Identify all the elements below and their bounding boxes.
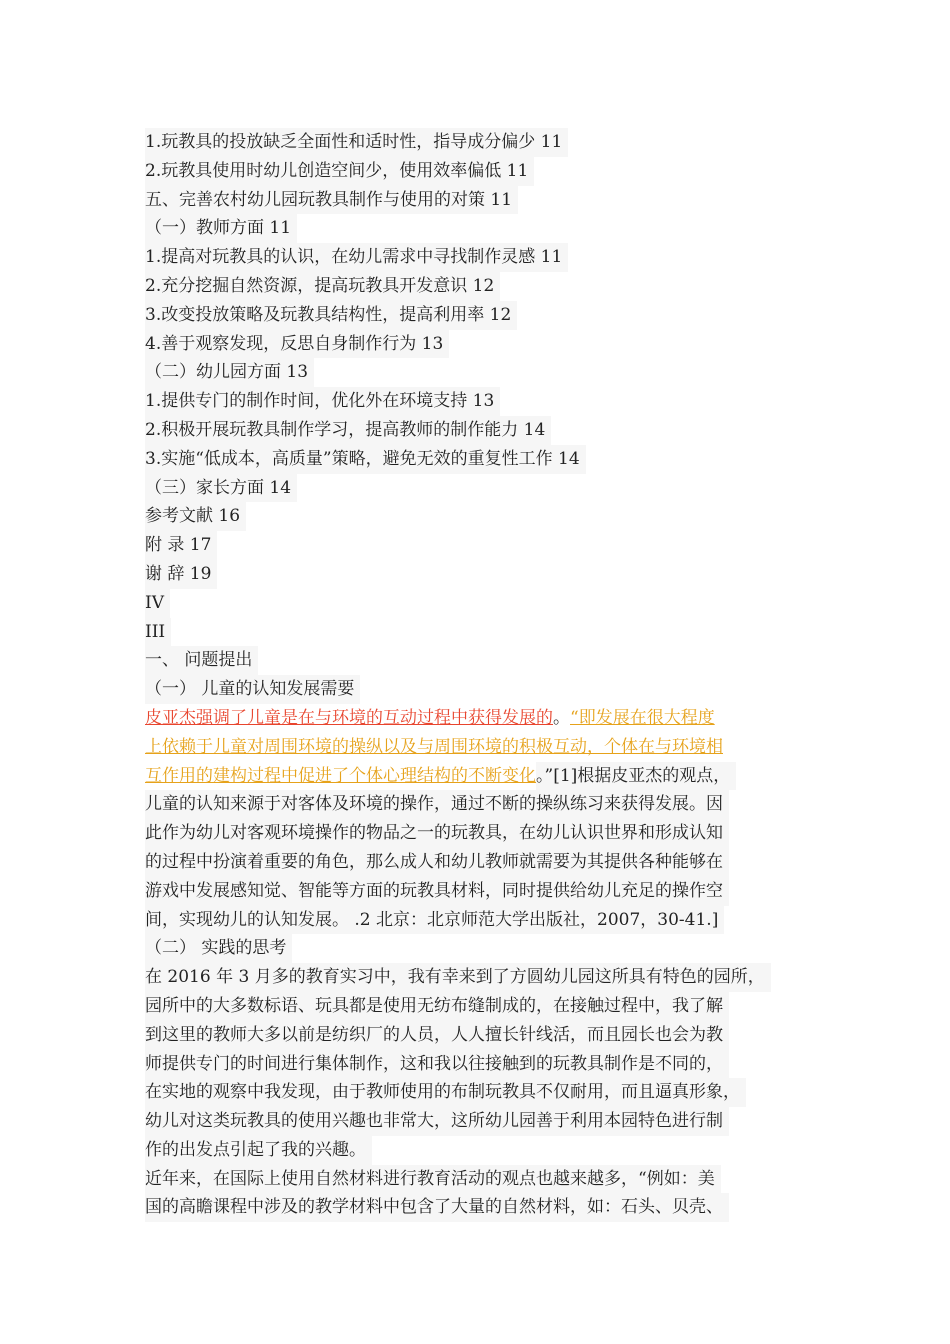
paragraph-practice: [145, 963, 817, 1165]
toc-entry: （一）教师方面 11: [145, 214, 817, 243]
toc-entry: 2.充分挖掘自然资源，提高玩教具开发意识 12: [145, 272, 817, 301]
highlighted-quote-red: 皮亚杰强调了儿童是在与环境的互动过程中获得发展的: [145, 707, 553, 728]
paragraph-line: 幼儿对这类玩教具的使用兴趣也非常大，这所幼儿园善于利用本园特色进行制: [145, 1107, 817, 1136]
toc-entry: 2.积极开展玩教具制作学习，提高教师的制作能力 14: [145, 416, 817, 445]
paragraph-line: 国的高瞻课程中涉及的教学材料中包含了大量的自然材料，如：石头、贝壳、: [145, 1193, 817, 1222]
toc-entry: 参考文献 16: [145, 502, 817, 531]
paragraph-line: 此作为幼儿对客观环境操作的物品之一的玩教具，在幼儿认识世界和形成认知: [145, 819, 817, 848]
paragraph-piaget: [145, 704, 817, 934]
toc-entry: 2.玩教具使用时幼儿创造空间少，使用效率偏低 11: [145, 157, 817, 186]
toc-entry: 1.提供专门的制作时间，优化外在环境支持 13: [145, 387, 817, 416]
toc-entry: 1.玩教具的投放缺乏全面性和适时性，指导成分偏少 11: [145, 128, 817, 157]
paragraph-line: 师提供专门的时间进行集体制作，这和我以往接触到的玩教具制作是不同的，: [145, 1050, 817, 1079]
paragraph-line: 间，实现幼儿的认知发展。 .2 北京：北京师范大学出版社，2007，30-41.]: [145, 906, 817, 935]
toc-entry: 3.实施“低成本，高质量”策略，避免无效的重复性工作 14: [145, 445, 817, 474]
toc-entry: （三）家长方面 14: [145, 474, 817, 503]
section-heading: 一、 问题提出: [145, 646, 817, 675]
toc-entry: 谢 辞 19: [145, 560, 817, 589]
toc-entry: IV: [145, 589, 817, 618]
paragraph-natural-materials: [145, 1165, 817, 1223]
paragraph-line: [145, 733, 817, 762]
highlighted-quote-orange: “即发展在很大程度: [570, 707, 715, 728]
paragraph-line: 的过程中扮演着重要的角色，那么成人和幼儿教师就需要为其提供各种能够在: [145, 848, 817, 877]
document-body: [145, 128, 817, 1222]
toc-entry: 1.提高对玩教具的认识，在幼儿需求中寻找制作灵感 11: [145, 243, 817, 272]
paragraph-line: 皮亚杰强调了儿童是在与环境的互动过程中获得发展的。“即发展在很大程度: [145, 707, 715, 728]
paragraph-line: 游戏中发展感知觉、智能等方面的玩教具材料，同时提供给幼儿充足的操作空: [145, 877, 817, 906]
toc-entry: 五、完善农村幼儿园玩教具制作与使用的对策 11: [145, 186, 817, 215]
paragraph-line: 作的出发点引起了我的兴趣。: [145, 1136, 817, 1165]
toc-entry: （二）幼儿园方面 13: [145, 358, 817, 387]
toc-entry: III: [145, 618, 817, 647]
table-of-contents: [145, 128, 817, 646]
subsection-heading: （二） 实践的思考: [145, 934, 817, 963]
paragraph-line: 儿童的认知来源于对客体及环境的操作，通过不断的操纵练习来获得发展。因: [145, 790, 817, 819]
paragraph-line: 到这里的教师大多以前是纺织厂的人员，人人擅长针线活，而且园长也会为教: [145, 1021, 817, 1050]
paragraph-line: 在 2016 年 3 月多的教育实习中，我有幸来到了方圆幼儿园这所具有特色的园所，: [145, 963, 817, 992]
toc-entry: 附 录 17: [145, 531, 817, 560]
paragraph-line: 互作用的建构过程中促进了个体心理结构的不断变化。”[1]根据皮亚杰的观点，: [145, 762, 817, 791]
highlighted-quote-orange: 上依赖于儿童对周围环境的操纵以及与周围环境的积极互动，个体在与环境相: [145, 736, 723, 757]
paragraph-line: 园所中的大多数标语、玩具都是使用无纺布缝制成的，在接触过程中，我了解: [145, 992, 817, 1021]
highlighted-quote-orange: 互作用的建构过程中促进了个体心理结构的不断变化: [145, 765, 536, 786]
toc-entry: 3.改变投放策略及玩教具结构性，提高利用率 12: [145, 301, 817, 330]
toc-entry: 4.善于观察发现，反思自身制作行为 13: [145, 330, 817, 359]
subsection-heading: （一） 儿童的认知发展需要: [145, 675, 817, 704]
paragraph-line: 近年来，在国际上使用自然材料进行教育活动的观点也越来越多，“例如：美: [145, 1165, 817, 1194]
paragraph-line: 在实地的观察中我发现，由于教师使用的布制玩教具不仅耐用，而且逼真形象，: [145, 1078, 817, 1107]
